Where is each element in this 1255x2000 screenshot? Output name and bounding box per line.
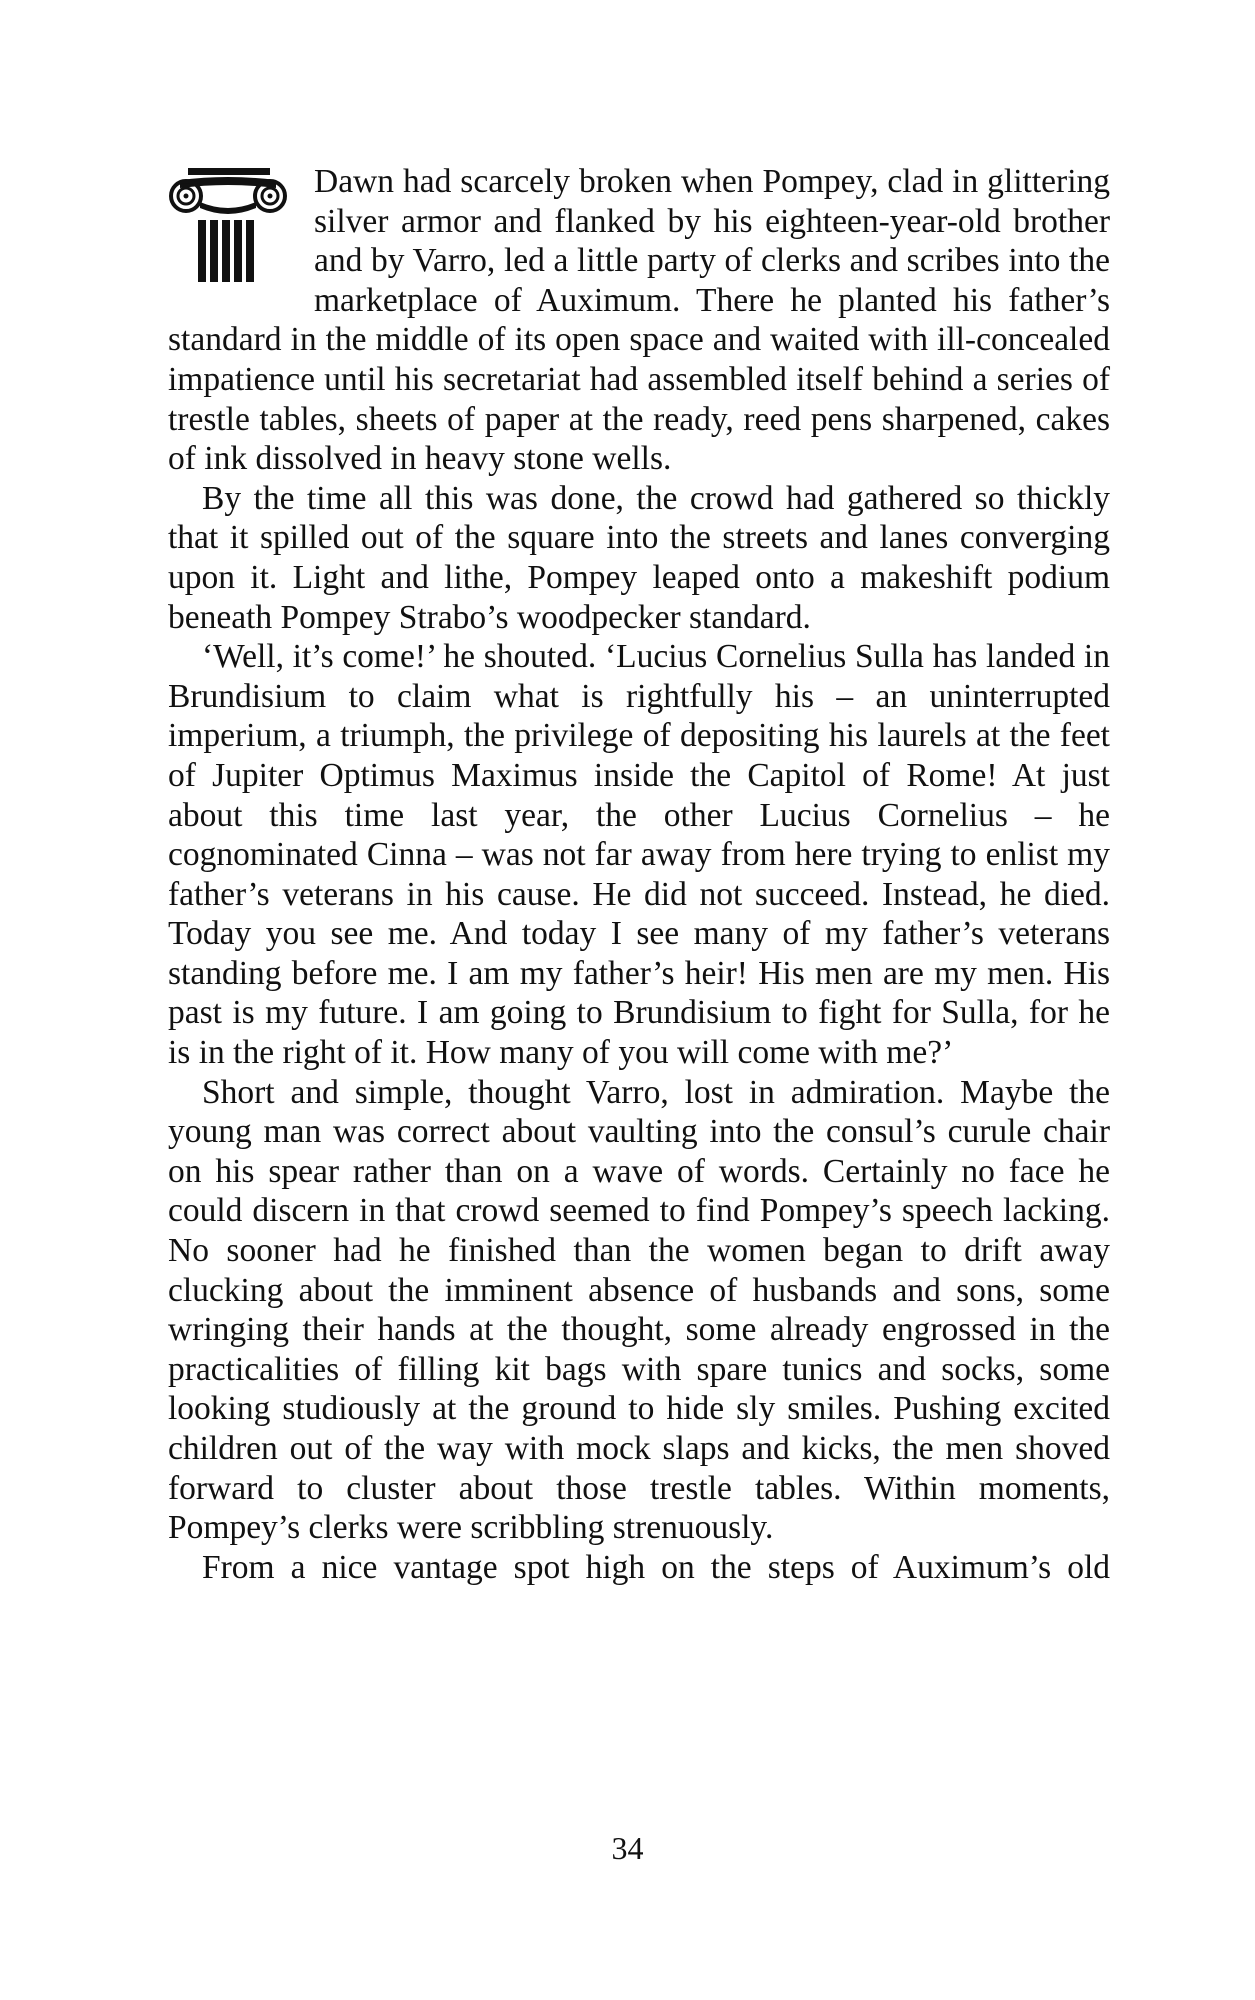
paragraph-5: From a nice vantage spot high on the steps of Auximum’s old [202, 1548, 1110, 1586]
ionic-column-icon [168, 166, 288, 284]
page-number: 34 [611, 1830, 644, 1866]
book-page [168, 162, 1110, 1587]
paragraph-4: Short and simple, thought Varro, lost in admiration. Maybe the young man was correct about vaulting into the consul’s curule chair on his spear rather than on a wave of words. Certainly no face he could discern in that crowd seemed to find Pompey’s speech lacking. No sooner had he finished than the women began to drift away clucking about the imminent absence of husbands and sons, some wringing their hands at the thought, some already engrossed in the practicalities of filling kit bags with spare tunics and socks, some looking studiously at the ground to hide sly smiles. Pushing excited children out of the way with mock slaps and kicks, the men shoved forward to cluster about those trestle tables. Within moments, Pompey’s clerks were scribbling strenuously. [168, 1073, 1110, 1547]
paragraph-3: ‘Well, it’s come!’ he shouted. ‘Lucius Cornelius Sulla has landed in Brundisium to claim what is rightfully his – an uninterrupted imperium, a triumph, the privilege of depositing his laurels at the feet of Jupiter Optimus Maximus inside the Capitol of Rome! At just about this time last year, the other Lucius Cornelius – he cognominated Cinna – was not far away from here trying to enlist my father’s veterans in his cause. He did not succeed. Instead, he died. Today you see me. And today I see many of my father’s veterans standing before me. I am my father’s heir! His men are my men. His past is my future. I am going to Brundisium to fight for Sulla, for he is in the right of it. How many of you will come with me?’ [168, 638, 1110, 1072]
paragraph-1: Dawn had scarcely broken when Pompey, clad in glittering silver armor and flanked by his eighteen-year-old brother and by Varro, led a little party of clerks and scribes into the marketplace of Auximum. There he planted his father’s standard in the middle of its open space and waited with ill-concealed impatience until his secretariat had assembled itself behind a series of trestle tables, sheets of paper at the ready, reed pens sharpened, cakes of ink dissolved in heavy stone wells. [168, 163, 1110, 478]
paragraph-2: By the time all this was done, the crowd had gathered so thickly that it spilled out of the square into the streets and lanes converging upon it. Light and lithe, Pompey leaped onto a makeshift podium beneath Pompey Strabo’s woodpecker standard. [168, 479, 1110, 636]
